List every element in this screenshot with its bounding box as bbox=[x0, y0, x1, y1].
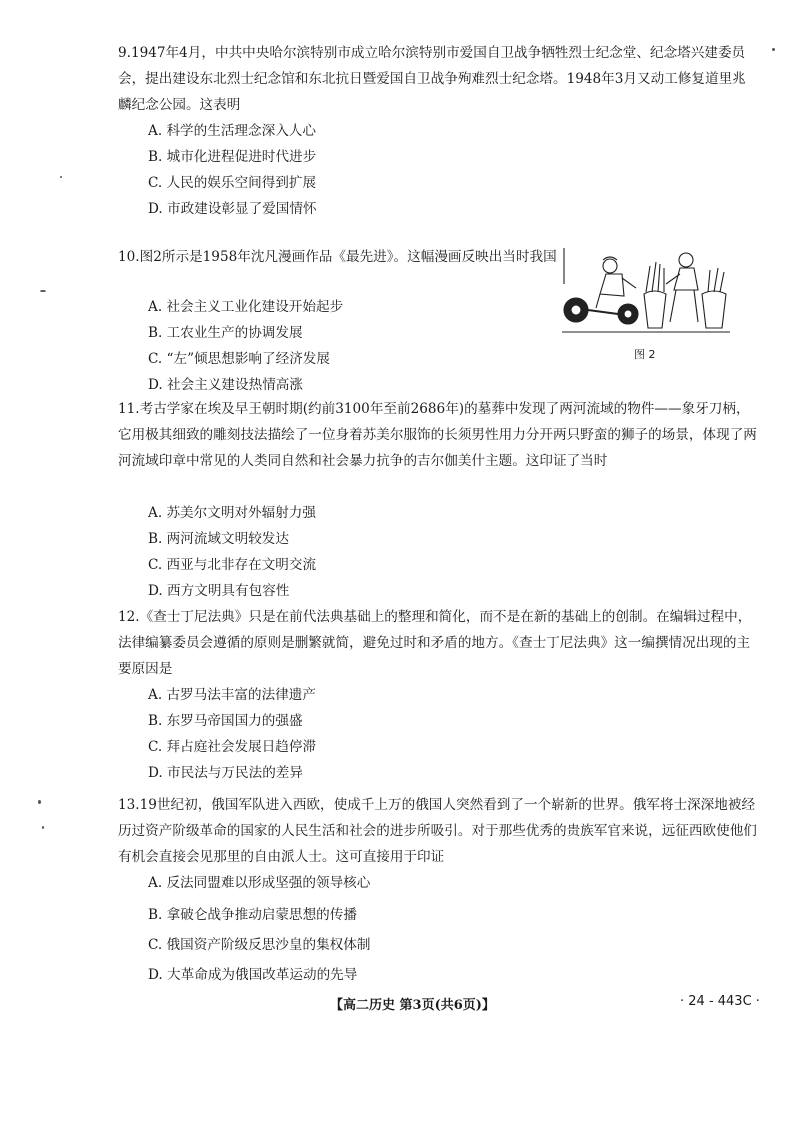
figure-2-caption: 图 2 bbox=[634, 348, 656, 361]
scan-speck bbox=[42, 826, 44, 829]
page-footer-code: · 24 - 443C · bbox=[680, 994, 760, 1009]
question-13-option-a: A. 反法同盟难以形成坚强的领导核心 bbox=[148, 875, 371, 891]
question-10 bbox=[118, 244, 558, 270]
question-12-option-a: A. 古罗马法丰富的法律遗产 bbox=[148, 687, 316, 703]
question-12-stem: 12.《查士丁尼法典》只是在前代法典基础上的整理和简化，而不是在新的基础上的创制。在编辑过程中，法律编纂委员会遵循的原则是删繁就简，避免过时和矛盾的地方。《查士丁尼法典》这一编撰情况出现的主要原因是 bbox=[118, 609, 752, 677]
scan-speck bbox=[38, 800, 41, 804]
question-13 bbox=[118, 792, 758, 870]
question-12 bbox=[118, 604, 758, 682]
question-9 bbox=[118, 40, 758, 118]
question-13-option-d: D. 大革命成为俄国改革运动的先导 bbox=[148, 967, 358, 983]
question-12-option-d: D. 市民法与万民法的差异 bbox=[148, 765, 303, 781]
scan-speck bbox=[772, 48, 775, 51]
question-10-stem: 10.图2所示是1958年沈凡漫画作品《最先进》。这幅漫画反映出当时我国 bbox=[118, 249, 557, 265]
question-11 bbox=[118, 396, 758, 474]
question-13-stem: 13.19世纪初，俄国军队进入西欧，使成千上万的俄国人突然看到了一个崭新的世界。俄军将士深深地被经历过资产阶级革命的国家的人民生活和社会的进步所吸引。对于那些优秀的贵族军官来说，远征西欧使他们有机会直接会见那里的自由派人士。这可直接用于印证 bbox=[118, 797, 757, 865]
page-footer-label: 【高二历史 第3页(共6页)】 bbox=[330, 998, 495, 1013]
question-11-option-d: D. 西方文明具有包容性 bbox=[148, 583, 290, 599]
question-10-option-c: C. “左”倾思想影响了经济发展 bbox=[148, 351, 330, 367]
question-10-option-b: B. 工农业生产的协调发展 bbox=[148, 325, 303, 341]
question-10-option-d: D. 社会主义建设热情高涨 bbox=[148, 377, 303, 393]
question-11-stem: 11.考古学家在埃及早王朝时期(约前3100年至前2686年)的墓葬中发现了两河流域的物件——象牙刀柄，它用极其细致的雕刻技法描绘了一位身着苏美尔服饰的长须男性用力分开两只野蛮的狮子的场景，体现了两河流域印章中常见的人类同自然和社会暴力抗争的吉尔伽美什主题。这印证了当时 bbox=[118, 401, 757, 469]
question-11-option-c: C. 西亚与北非存在文明交流 bbox=[148, 557, 317, 573]
question-13-option-b: B. 拿破仑战争推动启蒙思想的传播 bbox=[148, 907, 357, 923]
question-13-option-c: C. 俄国资产阶级反思沙皇的集权体制 bbox=[148, 937, 371, 953]
question-11-option-b: B. 两河流域文明较发达 bbox=[148, 531, 289, 547]
question-12-option-c: C. 拜占庭社会发展日趋停滞 bbox=[148, 739, 317, 755]
question-10-option-a: A. 社会主义工业化建设开始起步 bbox=[148, 299, 344, 315]
question-9-option-b: B. 城市化进程促进时代进步 bbox=[148, 149, 317, 165]
scan-speck bbox=[40, 290, 46, 292]
scan-speck bbox=[60, 176, 62, 178]
cartoon-figure-2 bbox=[562, 244, 730, 336]
question-11-option-a: A. 苏美尔文明对外辐射力强 bbox=[148, 505, 316, 521]
question-12-option-b: B. 东罗马帝国国力的强盛 bbox=[148, 713, 303, 729]
question-9-option-a: A. 科学的生活理念深入人心 bbox=[148, 123, 316, 139]
question-9-option-d: D. 市政建设彰显了爱国情怀 bbox=[148, 201, 317, 217]
question-9-stem: 9.1947年4月，中共中央哈尔滨特别市成立哈尔滨特别市爱国自卫战争牺牲烈士纪念堂、纪念塔兴建委员会，提出建设东北烈士纪念馆和东北抗日暨爱国自卫战争殉难烈士纪念塔。1948年3月又动工修复道里兆麟纪念公园。这表明 bbox=[118, 45, 746, 113]
question-9-option-c: C. 人民的娱乐空间得到扩展 bbox=[148, 175, 317, 191]
